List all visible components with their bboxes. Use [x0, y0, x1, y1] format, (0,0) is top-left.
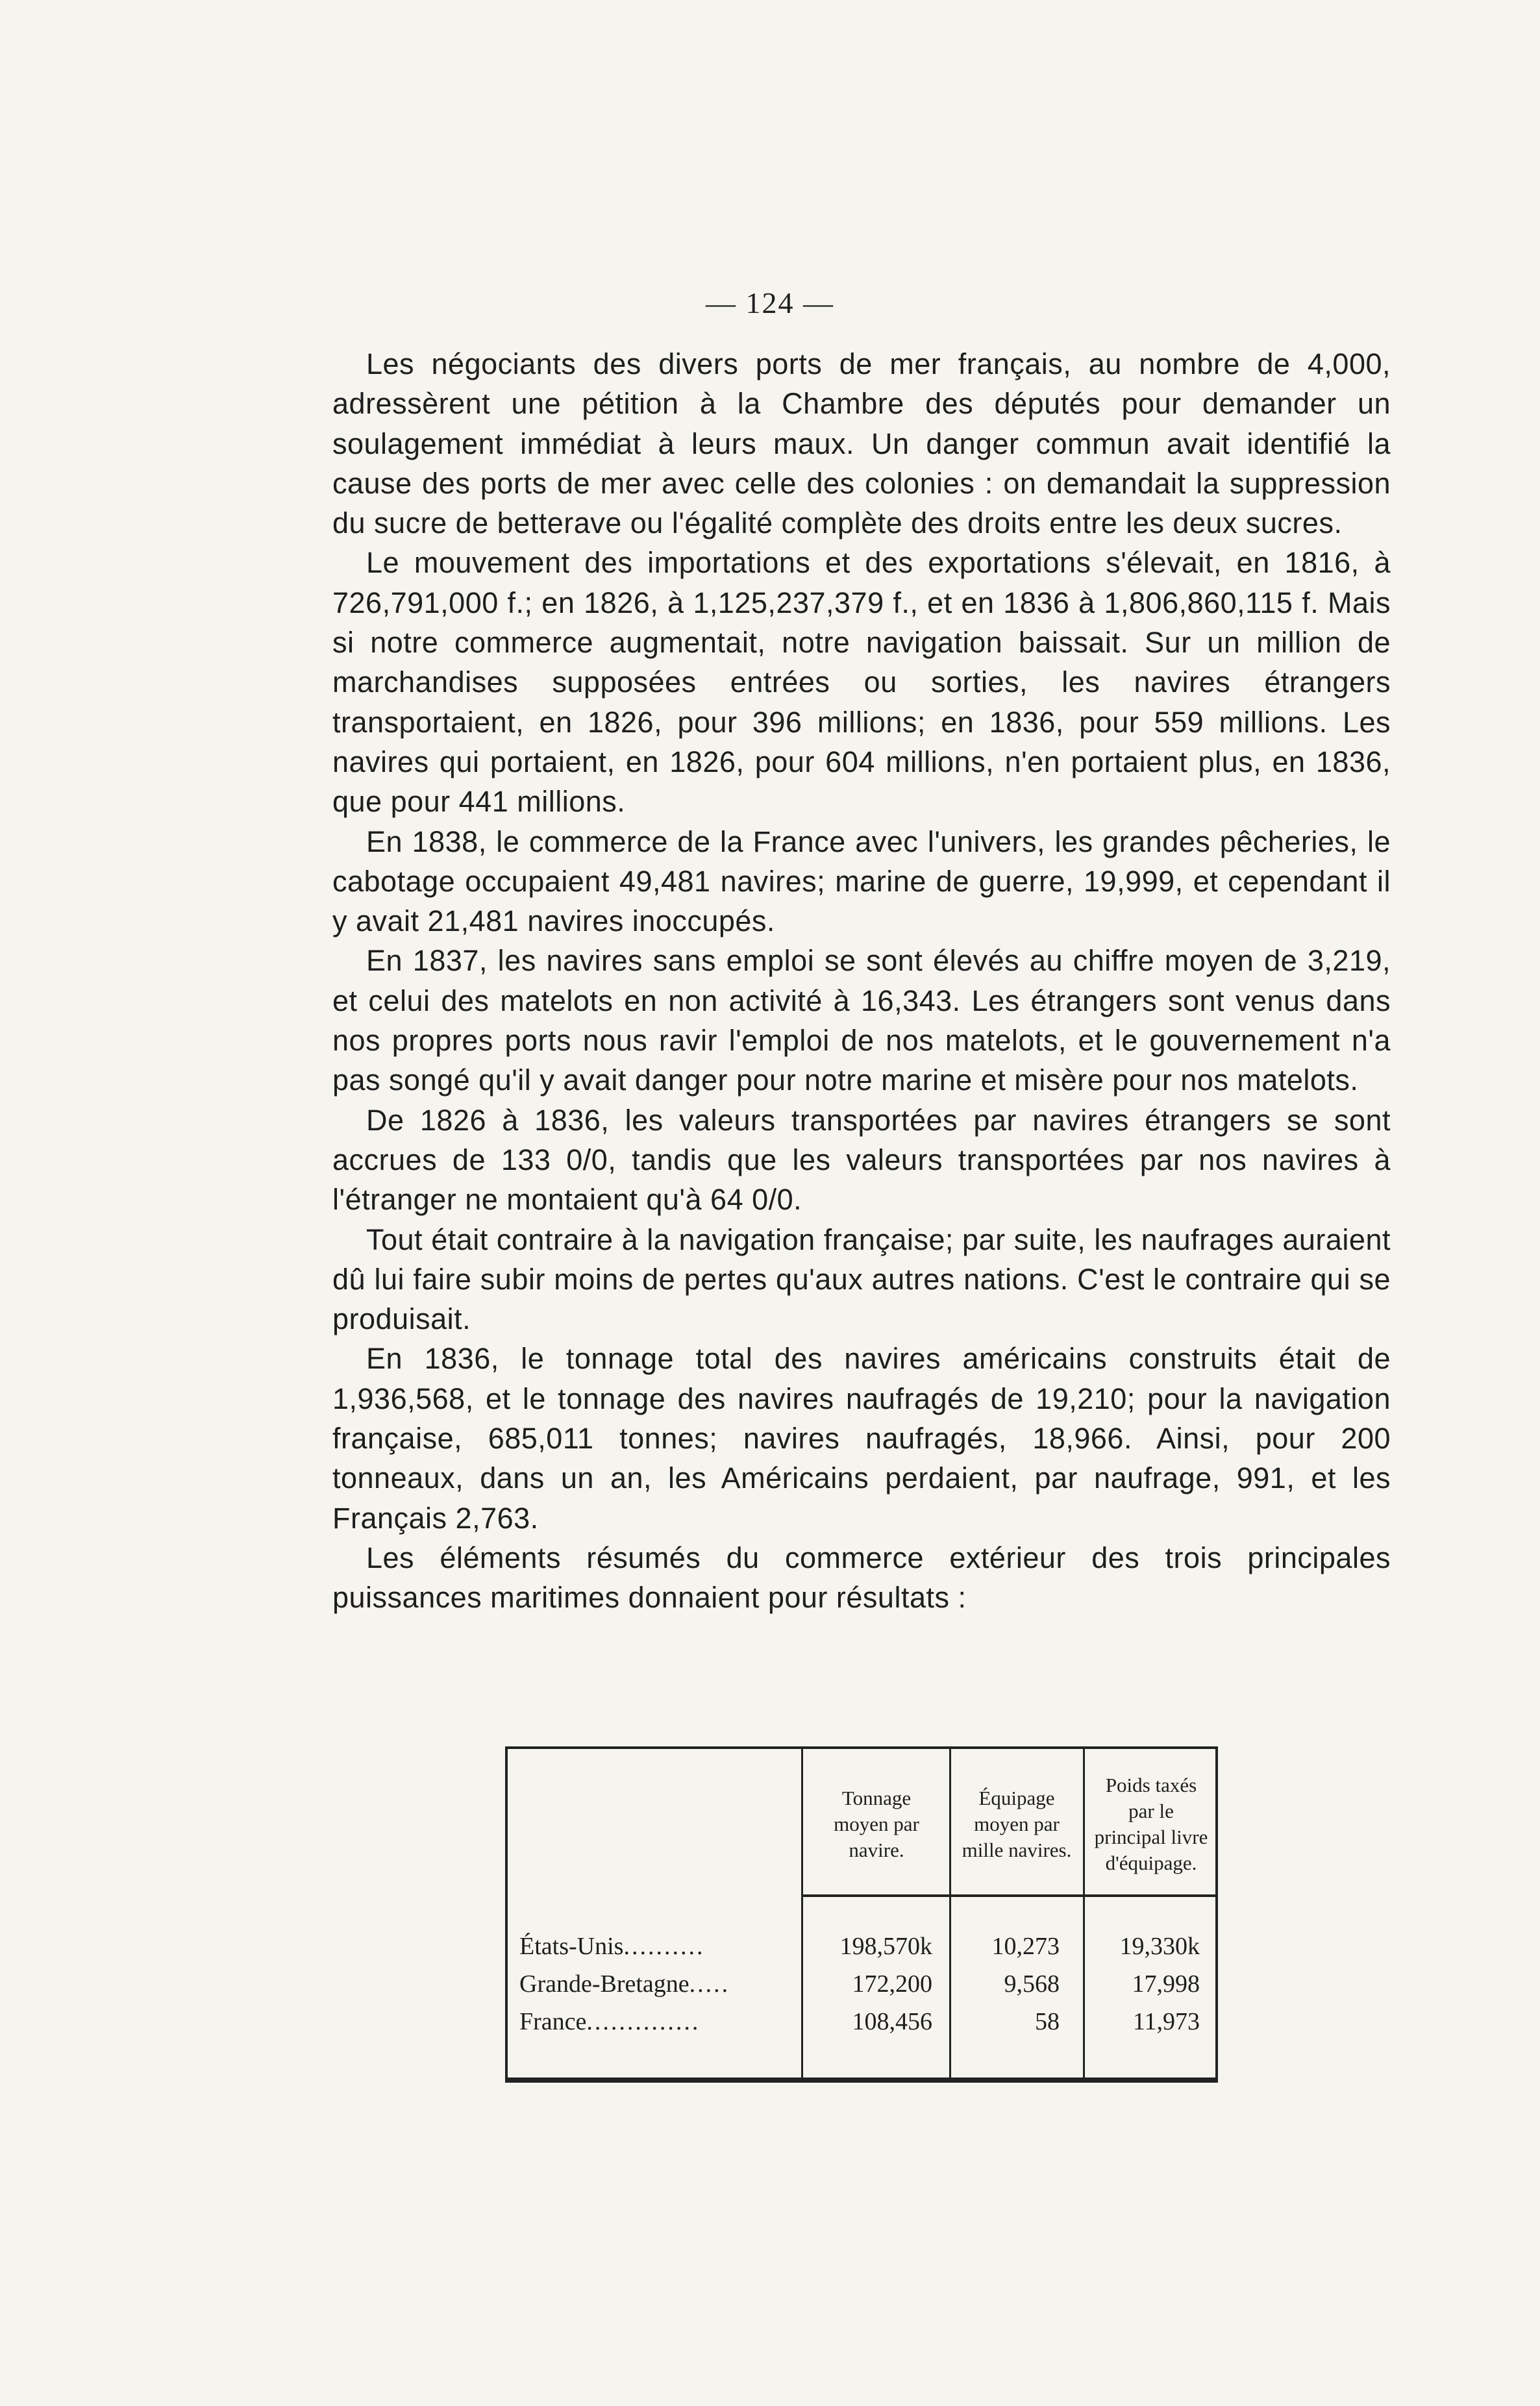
statistics-table — [505, 1746, 1218, 2083]
header-poids: Poids taxés par le principal livre d'équipage. — [1094, 1774, 1208, 1874]
equipage-value: 58 — [1035, 2008, 1060, 2035]
tonnage-value: 172,200 — [852, 1970, 932, 1998]
header-equipage: Équipage moyen par mille navires. — [962, 1787, 1072, 1861]
equipage-value: 9,568 — [1004, 1970, 1060, 1998]
table-row — [508, 2003, 1215, 2040]
country-name: France.............. — [519, 2008, 701, 2035]
paragraph: Les négociants des divers ports de mer français, au nombre de 4,000, adressèrent une pétition à la Chambre des députés pour demander un soulagement immédiat à leurs maux. Un danger commun avait identifié la cause des ports de mer avec celle des colonies : on demandait la suppression du sucre de betterave ou l'égalité complète des droits entre les deux sucres. — [332, 347, 1391, 540]
header-tonnage: Tonnage moyen par navire. — [834, 1787, 919, 1861]
body-text — [332, 344, 1391, 1618]
paragraph: De 1826 à 1836, les valeurs transportées par navires étrangers se sont accrues de 133 0/0, tandis que les valeurs transportées par nos navires à l'étranger ne montaient qu'à 64 0/0. — [332, 1103, 1391, 1217]
country-name: Grande-Bretagne..... — [519, 1970, 730, 1998]
country-name: États-Unis.......... — [519, 1933, 705, 1960]
tonnage-value: 108,456 — [852, 2008, 932, 2035]
paragraph: Les éléments résumés du commerce extérieur des trois principales puissances maritimes donnaient pour résultats : — [332, 1541, 1391, 1615]
paragraph: En 1838, le commerce de la France avec l'univers, les grandes pêcheries, le cabotage occupaient 49,481 navires; marine de guerre, 19,999, et cependant il y avait 21,481 navires inoccupés. — [332, 825, 1391, 938]
paragraph: Tout était contraire à la navigation française; par suite, les naufrages auraient dû lui faire subir moins de pertes qu'aux autres nations. C'est le contraire qui se produisait. — [332, 1222, 1391, 1336]
poids-value: 17,998 — [1132, 1970, 1200, 1998]
tonnage-value: 198,570k — [839, 1933, 932, 1960]
paragraph: En 1837, les navires sans emploi se sont élevés au chiffre moyen de 3,219, et celui des matelots en non activité à 16,343. Les étrangers sont venus dans nos propres ports nous ravir l'emploi de nos matelots, et le gouvernement n'a pas songé qu'il y avait danger pour notre marine et misère pour nos matelots. — [332, 944, 1391, 1097]
poids-value: 19,330k — [1119, 1933, 1200, 1960]
page-number: — 124 — — [706, 286, 834, 319]
paragraph: Le mouvement des importations et des exportations s'élevait, en 1816, à 726,791,000 f.; en 1826, à 1,125,237,379 f., et en 1836 à 1,806,860,115 f. Mais si notre commerce augmentait, notre navigation baissait. Sur un million de marchandises supposées entrées ou sorties, les navires étrangers transportaient, en 1826, pour 396 millions; en 1836, pour 559 millions. Les navires qui portaient, en 1826, pour 604 millions, n'en portaient plus, en 1836, que pour 441 millions. — [332, 546, 1391, 819]
paragraph: En 1836, le tonnage total des navires américains construits était de 1,936,568, et le tonnage des navires naufragés de 19,210; pour la navigation française, 685,011 tonnes; navires naufragés, 18,966. Ainsi, pour 200 tonneaux, dans un an, les Américains perdaient, par naufrage, 991, et les Français 2,763. — [332, 1342, 1391, 1535]
poids-value: 11,973 — [1132, 2008, 1200, 2035]
table-row — [508, 1965, 1215, 2003]
table-row — [508, 1928, 1215, 1965]
header-rule — [801, 1894, 1215, 1897]
equipage-value: 10,273 — [991, 1933, 1060, 1960]
